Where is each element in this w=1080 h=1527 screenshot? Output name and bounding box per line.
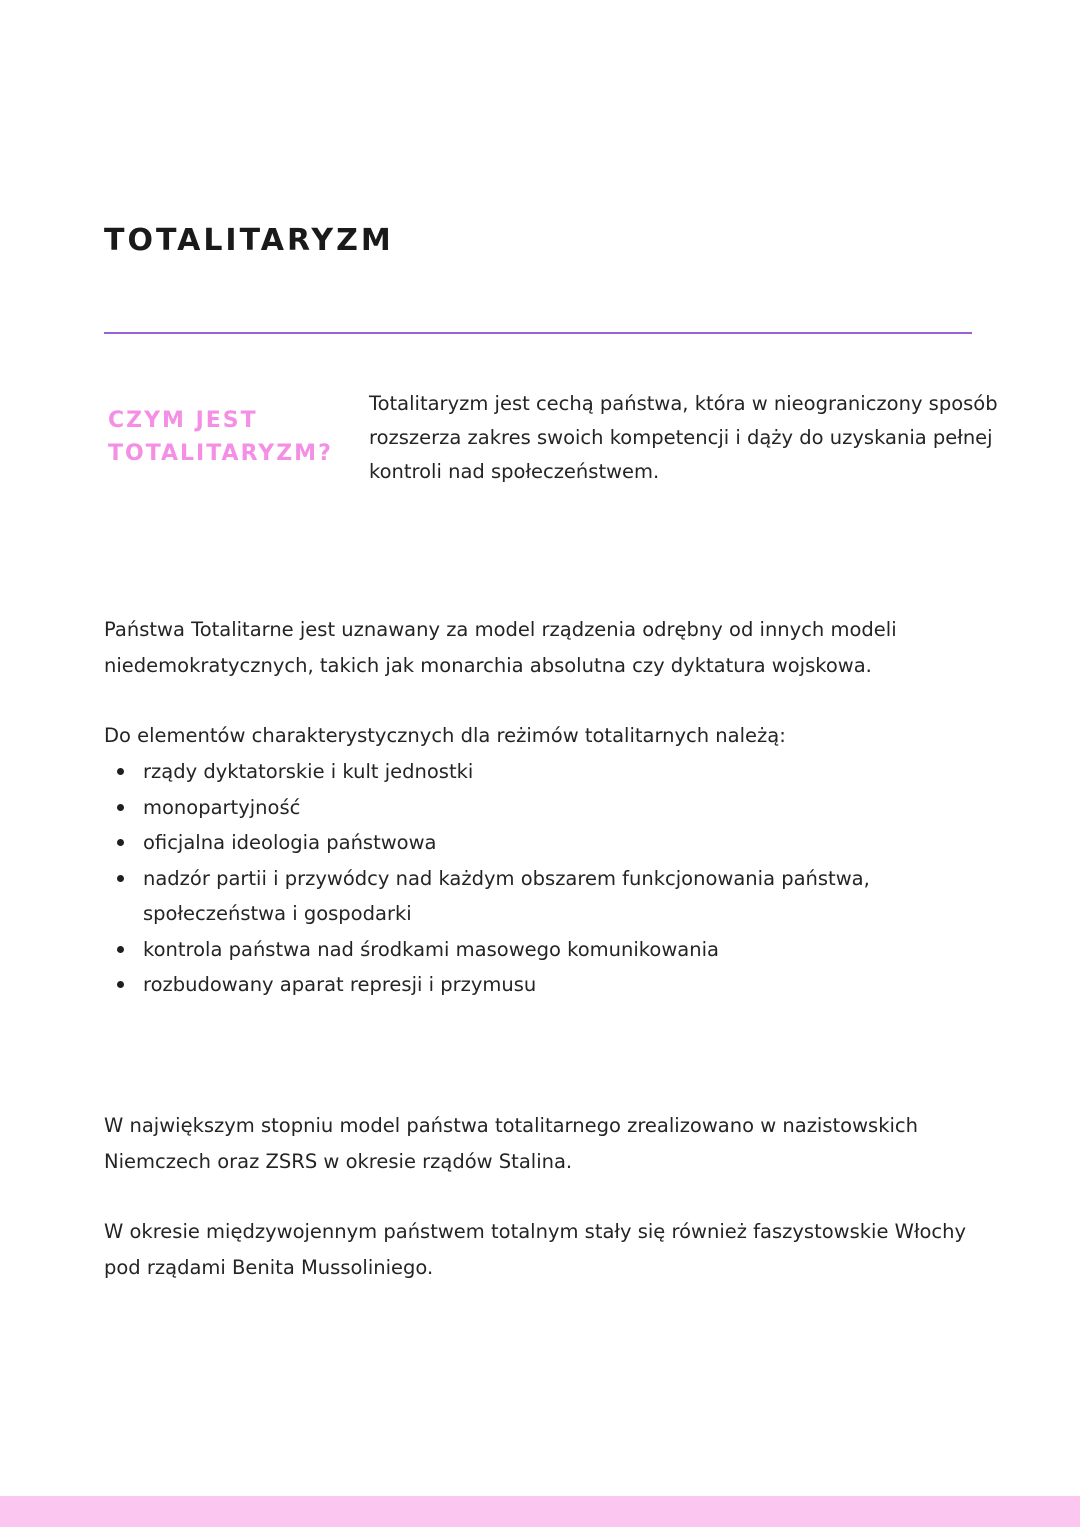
list-item	[104, 790, 1004, 826]
footer-bar	[0, 1496, 1080, 1527]
bullet-icon	[117, 946, 124, 953]
bullet-icon	[117, 839, 124, 846]
bullet-icon	[117, 875, 124, 882]
list-item-text: rządy dyktatorskie i kult jednostki	[143, 760, 474, 783]
list-item-text: rozbudowany aparat represji i przymusu	[143, 973, 537, 996]
list-item	[104, 754, 1004, 790]
definition-text: Totalitaryzm jest cechą państwa, która w nieograniczony sposób rozszerza zakres swoich kompetencji i dąży do uzyskania pełnej kontroli nad społeczeństwem.	[369, 392, 998, 483]
paragraph-model: Państwa Totalitarne jest uznawany za model rządzenia odrębny od innych modeli niedemokratycznych, takich jak monarchia absolutna czy dyktatura wojskowa.	[104, 618, 897, 677]
list-item	[104, 967, 1004, 1003]
elements-intro: Do elementów charakterystycznych dla reżimów totalitarnych należą:	[104, 724, 786, 747]
list-item-text: monopartyjność	[143, 795, 301, 819]
paragraph-examples: W największym stopniu model państwa totalitarnego zrealizowano w nazistowskich Niemczech oraz ZSRS w okresie rządów Stalina.	[104, 1114, 918, 1173]
list-item-text: oficjalna ideologia państwowa	[143, 831, 437, 854]
definition-label: CZYM JEST TOTALITARYZM?	[108, 408, 333, 466]
elements-list	[104, 754, 1004, 1003]
page-title: TOTALITARYZM	[104, 223, 394, 258]
paragraph-italy: W okresie międzywojennym państwem totalnym stały się również faszystowskie Włochy pod rządami Benita Mussoliniego.	[104, 1220, 967, 1279]
bullet-icon	[117, 981, 124, 988]
list-item-text: nadzór partii i przywódcy nad każdym obszarem funkcjonowania państwa, społeczeństwa i gospodarki	[143, 866, 870, 925]
bullet-icon	[117, 768, 124, 775]
list-item	[104, 825, 1004, 861]
bullet-icon	[117, 804, 124, 811]
list-item-text: kontrola państwa nad środkami masowego komunikowania	[143, 937, 719, 961]
list-item	[104, 861, 1004, 932]
list-item	[104, 932, 1004, 968]
title-divider	[104, 332, 972, 334]
